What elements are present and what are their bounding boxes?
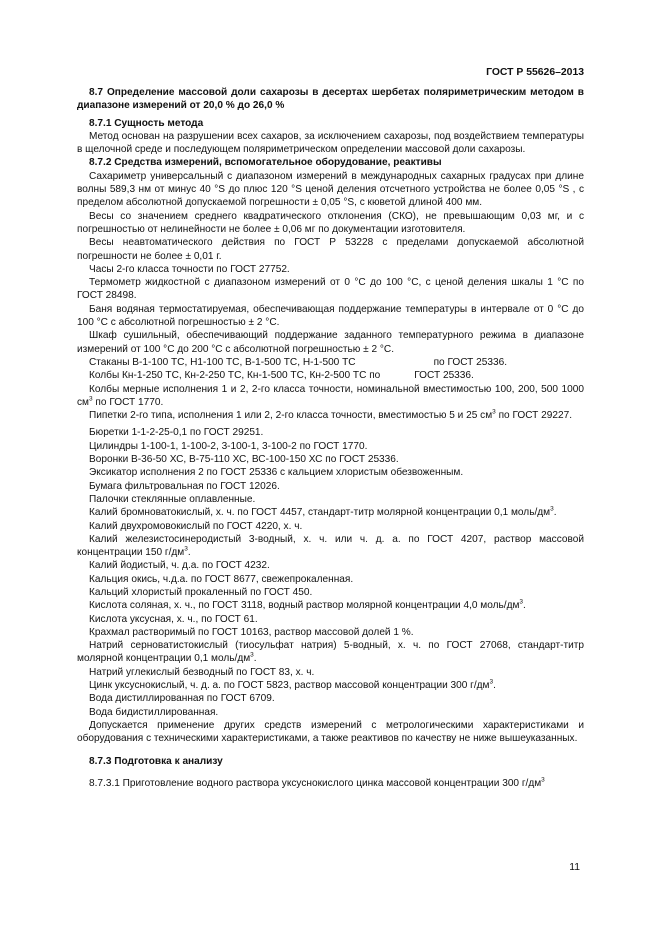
superscript: 3: [492, 408, 496, 416]
superscript: 3: [89, 395, 93, 403]
superscript: 3: [541, 776, 545, 784]
paragraph: Бюретки 1-1-2-25-0,1 по ГОСТ 29251.: [89, 427, 264, 439]
text-span: .: [187, 547, 191, 559]
paragraph: [77, 369, 584, 382]
text-span: по ГОСТ 29227.: [495, 410, 573, 422]
paragraph: [77, 599, 584, 612]
superscript: 3: [184, 545, 188, 553]
paragraph: Кислота уксусная, х. ч., по ГОСТ 61.: [89, 613, 258, 625]
superscript: 3: [550, 505, 554, 513]
page-content: [77, 86, 584, 790]
page-number: 11: [569, 862, 580, 873]
text-span: Колбы Кн-1-250 ТС, Кн-2-250 ТС, Кн-1-500 ТС, Кн-2-500 ТС по: [89, 370, 381, 382]
paragraph: Кальция окись, ч.д.а. по ГОСТ 8677, свежепрокаленная.: [89, 573, 354, 585]
paragraph: [77, 409, 584, 422]
text-span: Пипетки 2-го типа, исполнения 1 или 2, 2-го класса точности, вместимостью 5 и 25 см: [89, 410, 493, 422]
paragraph: Крахмал растворимый по ГОСТ 10163, раствор массовой долей 1 %.: [89, 626, 414, 638]
text-span: Кислота соляная, х. ч., по ГОСТ 3118, водный раствор молярной концентрации 4,0 моль/дм: [89, 600, 520, 612]
paragraph: Часы 2-го класса точности по ГОСТ 27752.: [89, 263, 290, 275]
text-span: Калий бромноватокислый, х. ч. по ГОСТ 4457, стандарт-титр молярной концентрации 0,1 моль/дм: [89, 507, 551, 519]
text-span: 8.7.3.1 Приготовление водного раствора уксуснокислого цинка массовой концентрации 300 г/дм: [89, 777, 542, 789]
paragraph: [77, 777, 584, 790]
paragraph: Вода дистиллированная по ГОСТ 6709.: [89, 693, 275, 705]
paragraph: [77, 506, 584, 519]
paragraph: Эксикатор исполнения 2 по ГОСТ 25336 с кальцием хлористым обезвоженным.: [89, 467, 464, 479]
text-span: .: [553, 507, 557, 519]
paragraph: [77, 533, 584, 560]
paragraph: Весы неавтоматического действия по ГОСТ Р 53228 с пределами допускаемой абсолютной погрешности не более ± 0,01 г.: [77, 237, 584, 262]
text-span: Натрий серноватистокислый (тиосульфат натрия) 5-водный, х. ч. по ГОСТ 27068, стандарт-титр молярной концентрации 0,1 моль/дм: [77, 640, 584, 665]
superscript: 3: [250, 652, 254, 660]
paragraph: Кальций хлористый прокаленный по ГОСТ 450.: [89, 586, 313, 598]
paragraph: [77, 383, 584, 410]
paragraph: Метод основан на разрушении всех сахаров, за исключением сахарозы, под воздействием температуры в щелочной среде и последующем поляриметрическом определении массовой доли сахарозы.: [77, 130, 584, 156]
paragraph: Калий двухромовокислый по ГОСТ 4220, х. ч.: [89, 520, 303, 532]
standard-header: ГОСТ Р 55626–2013: [486, 67, 584, 78]
paragraph: Палочки стеклянные оплавленные.: [89, 493, 256, 505]
paragraph: Цилиндры 1-100-1, 1-100-2, 3-100-1, 3-100-2 по ГОСТ 1770.: [89, 440, 368, 452]
text-span: .: [493, 680, 496, 692]
paragraph: Сахариметр универсальный с диапазоном измерений в международных сахарных градусах при длине волны 589,3 нм от минус 40 °S до плюс 120 °S ценой деления отсчетного устройства не более 0,05 °S , с пределом абсолютной допускаемой погрешности ± 0,05 °S, с кюветой длиной 400 мм.: [77, 170, 584, 209]
text-span: Стаканы В-1-100 ТС, Н1-100 ТС, В-1-500 ТС, Н-1-500 ТС: [89, 356, 356, 368]
paragraph: Баня водяная термостатируемая, обеспечивающая поддержание температуры в интервале от 0 °С до 100 °С с абсолютной погрешностью ± 2 °С.: [77, 303, 584, 329]
paragraph: Воронки В-36-50 ХС, В-75-110 ХС, ВС-100-150 ХС по ГОСТ 25336.: [89, 454, 399, 466]
text-span: .: [253, 653, 257, 665]
superscript: 3: [519, 598, 524, 606]
paragraph: Допускается применение других средств измерений с метрологическими характеристиками и оборудования с техническими характеристиками, а также реактивов по качеству не ниже вышеуказанных.: [77, 719, 584, 745]
subsection-title-872: 8.7.2 Средства измерений, вспомогательное оборудование, реактивы: [89, 157, 442, 169]
paragraph: Натрий углекислый безводный по ГОСТ 83, х. ч.: [89, 666, 315, 678]
text-span: Колбы мерные исполнения 1 и 2, 2-го класса точности, номинальной вместимостью 100, 200, 500 1000 см: [77, 383, 584, 408]
paragraph: [77, 639, 584, 666]
subsection-title-873: 8.7.3 Подготовка к анализу: [89, 755, 223, 767]
paragraph: [77, 356, 584, 369]
subsection-title-871: 8.7.1 Сущность метода: [89, 117, 204, 129]
paragraph: Термометр жидкостной с диапазоном измерений от 0 °С до 100 °С, с ценой деления шкалы 1 °С по ГОСТ 28498.: [77, 277, 584, 302]
paragraph: Весы со значением среднего квадратического отклонения (СКО), не превышающим 0,03 мг, и с погрешностью от нелинейности не более ± 0,06 мг по документации изготовителя.: [77, 210, 584, 235]
paragraph: Калий йодистый, ч. д.а. по ГОСТ 4232.: [89, 560, 270, 572]
text-span: ГОСТ 25336.: [414, 370, 474, 382]
text-span: Калий железистосинеродистый 3-водный, х. ч. или ч. д. а. по ГОСТ 4207, раствор массовой концентрации 150 г/дм: [77, 533, 584, 559]
text-span: Цинк уксуснокислый, ч. д. а. по ГОСТ 5823, раствор массовой концентрации 300 г/дм: [89, 680, 490, 692]
text-span: по ГОСТ 25336.: [433, 356, 507, 368]
superscript: 3: [489, 678, 494, 686]
paragraph: Бумага фильтровальная по ГОСТ 12026.: [89, 480, 280, 492]
paragraph: Шкаф сушильный, обеспечивающий поддержание заданного температурного режима в диапазоне измерений от 100 °С до 200 °С с абсолютной погрешностью ± 2 °С.: [77, 330, 584, 355]
text-span: по ГОСТ 1770.: [92, 396, 164, 408]
paragraph: [77, 679, 584, 692]
paragraph: Вода бидистиллированная.: [89, 706, 219, 718]
text-span: .: [523, 600, 526, 612]
section-title: 8.7 Определение массовой доли сахарозы в десертах шербетах поляриметрическим методом в диапазоне измерений от 20,0 % до 26,0 %: [77, 87, 584, 112]
